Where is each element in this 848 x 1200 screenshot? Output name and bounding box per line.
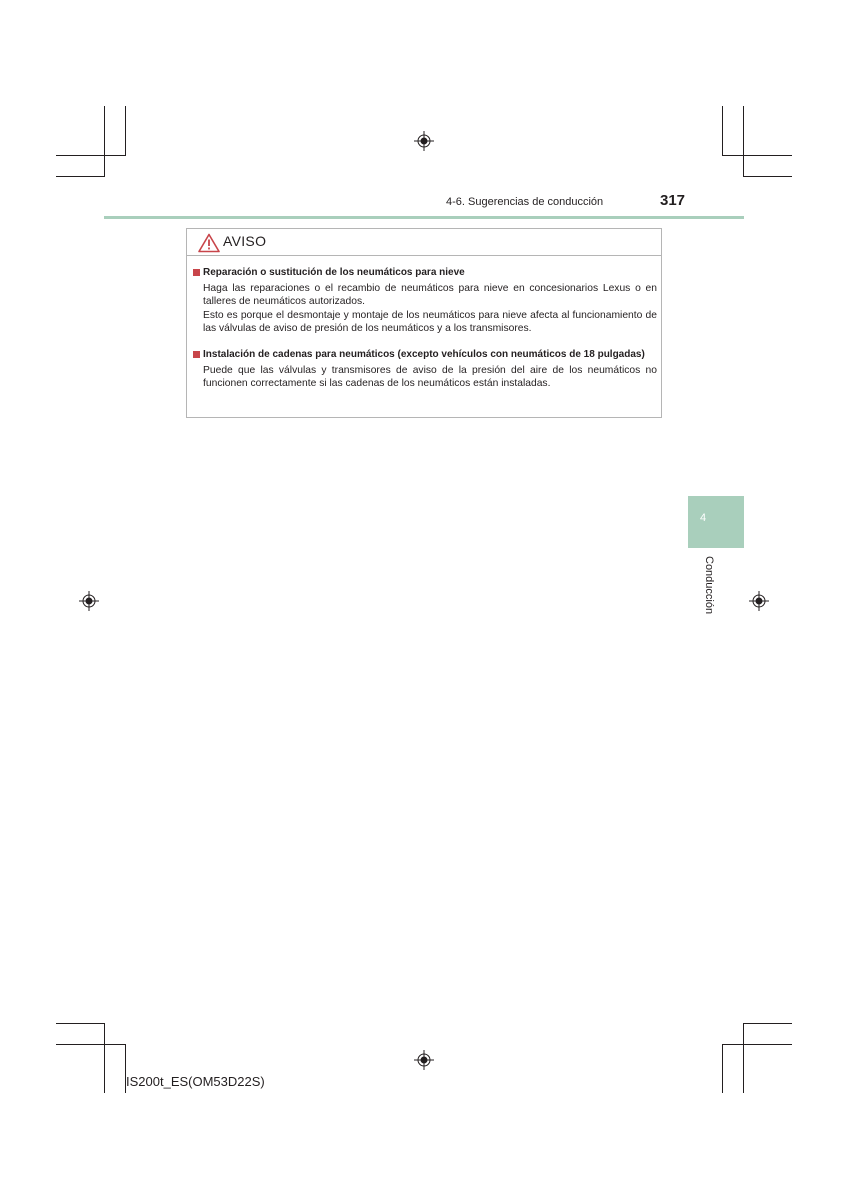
crop-mark: [722, 1044, 792, 1045]
warning-item: [193, 348, 657, 391]
paragraph: Puede que las válvulas y transmisores de aviso de la presión del aire de los neumáticos no funcionen correctamente si las cadenas de los neumáticos están instaladas.: [203, 365, 657, 390]
paragraph: Haga las reparaciones o el recambio de neumáticos para nieve en concesionarios Lexus o en talleres de neumáticos autorizados.: [203, 283, 657, 308]
section-title: 4-6. Sugerencias de conducción: [446, 196, 604, 208]
warning-item-heading: Instalación de cadenas para neumáticos (excepto vehículos con neumáticos de 18 pulgadas): [193, 348, 657, 361]
warning-triangle-icon: [198, 233, 220, 253]
crop-mark: [56, 1044, 126, 1045]
paragraph: Esto es porque el desmontaje y montaje de los neumáticos para nieve afecta al funcionamiento de las válvulas de aviso de presión de los neumáticos y a los transmisores.: [203, 309, 657, 334]
square-bullet-icon: [193, 269, 200, 276]
chapter-label: Conducción: [703, 556, 715, 615]
warning-item: [193, 266, 657, 335]
warning-box: [186, 228, 662, 418]
crop-mark: [125, 106, 126, 156]
registration-mark-icon: [749, 591, 769, 611]
crop-mark: [56, 1023, 105, 1024]
header-divider: [104, 216, 744, 219]
chapter-number: 4: [700, 512, 707, 524]
page-number: 317: [660, 192, 686, 209]
crop-mark: [743, 1023, 744, 1093]
crop-mark: [743, 1023, 792, 1024]
warning-item-heading: Reparación o sustitución de los neumáticos para nieve: [193, 266, 657, 279]
crop-mark: [722, 106, 723, 156]
registration-mark-icon: [414, 1050, 434, 1070]
registration-mark-icon: [414, 131, 434, 151]
registration-mark-icon: [79, 591, 99, 611]
crop-mark: [56, 176, 105, 177]
document-code: IS200t_ES(OM53D22S): [126, 1074, 265, 1089]
chapter-tab[interactable]: [688, 496, 744, 548]
warning-item-body: [193, 282, 657, 335]
crop-mark: [722, 1044, 723, 1093]
warning-title: AVISO: [223, 233, 267, 249]
crop-mark: [104, 1023, 105, 1093]
crop-mark: [104, 106, 105, 176]
crop-mark: [56, 155, 126, 156]
crop-mark: [743, 176, 792, 177]
warning-item-body: [193, 364, 657, 391]
crop-mark: [743, 106, 744, 176]
square-bullet-icon: [193, 351, 200, 358]
warning-header: [187, 229, 661, 256]
crop-mark: [722, 155, 792, 156]
